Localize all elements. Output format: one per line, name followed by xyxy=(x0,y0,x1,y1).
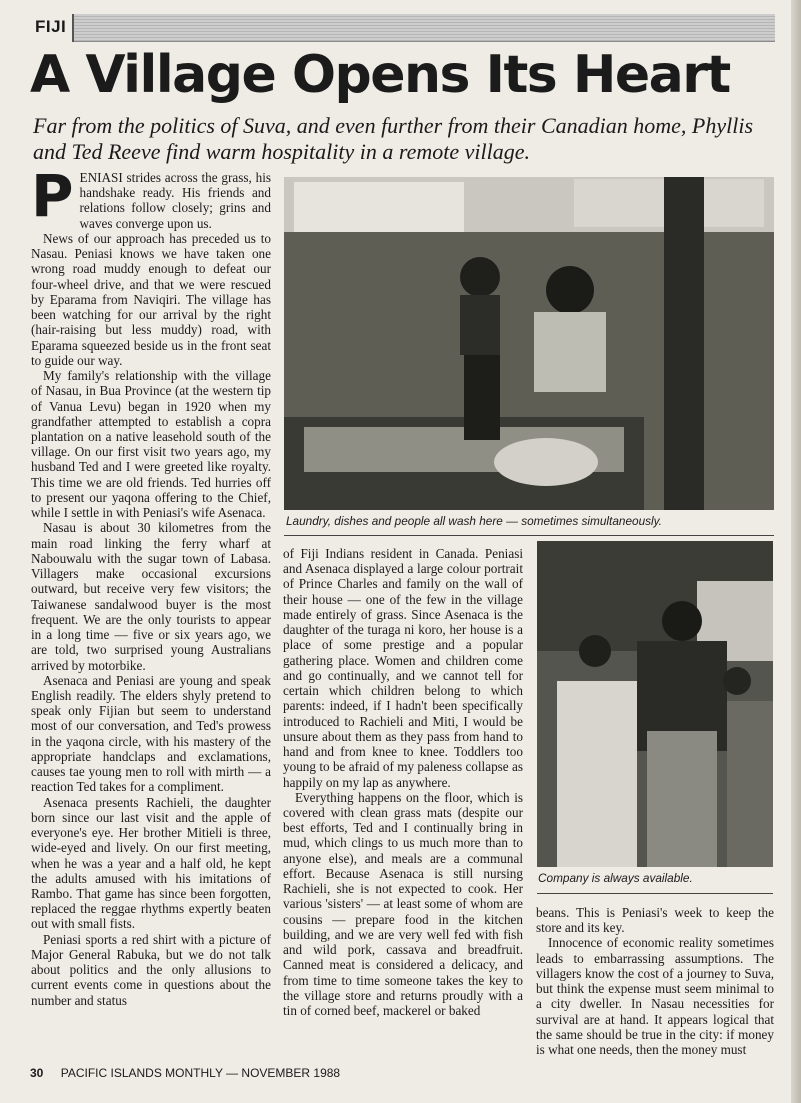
paragraph: Asenaca and Peniasi are young and speak English readily. The elders shyly pretend to speak only Fijian but seem to understand most of our conversation, and Ted's prowess in the yaqona circle, with his mastery of the appropriate handclaps and exclamations, causes tae young men to roll with mirth — a reaction Ted takes for a compliment. xyxy=(31,672,271,795)
paragraph: My family's relationship with the village of Nasau, in Bua Province (at the western tip of Vanua Levu) began in 1920 when my grandfather attempted to establish a copra plantation on a native leasehold south of the village. On our first visit two years ago, my husband Ted and I were greeted like royalty. This time we are old friends. Ted hurries off to present our yaqona offering to the Chief, while I settle in with Peniasi's wife Asenaca. xyxy=(31,368,271,521)
section-label: FIJI xyxy=(30,14,74,42)
photo-laundry xyxy=(284,177,774,510)
article-column-3 xyxy=(536,905,774,1057)
article-deck: Far from the politics of Suva, and even further from their Canadian home, Phyllis and Ted Reeve find warm hospitality in a remote village. xyxy=(33,113,754,165)
paragraph: of Fiji Indians resident in Canada. Peniasi and Asenaca displayed a large colour portrait of Prince Charles and family on the wall of their house — one of the few in the village made entirely of grass. Since Asenaca is the daughter of the turaga ni koro, her house is a place of some prestige and a popular gathering place. Women and children come and go continually, and we cannot tell for certain which children belong to which parents: indeed, if I hadn't been specifically introduced to Rachieli and Miti, I would be unsure about them as they pass from hand to hand and from knee to knee. Toddlers too young to be afraid of my paleness collapse as happily on my lap as anywhere. xyxy=(283,546,523,790)
photo-caption: Company is always available. xyxy=(538,871,693,885)
photo-company xyxy=(537,541,773,867)
page-number: 30 xyxy=(30,1066,44,1080)
paragraph: Peniasi sports a red shirt with a picture of Major General Rabuka, but we do not talk about politics and the only allusions to current events come in questions about the number and status xyxy=(31,931,271,1008)
caption-rule xyxy=(537,893,773,894)
laundry-photo-image xyxy=(284,177,774,510)
page-footer xyxy=(30,1066,340,1080)
paragraph: Nasau is about 30 kilometres from the main road linking the ferry wharf at Nabouwalu with the sugar town of Labasa. Villagers make occasional excursions outward, but receive very few visitors; the Taiwanese sandalwood buyer is the most frequent. We are the only tourists to appear in a long time — five or six years ago, we are told, two surprised young Australians arrived by motorbike. xyxy=(31,520,271,673)
photo-caption: Laundry, dishes and people all wash here — sometimes simultaneously. xyxy=(286,514,662,528)
article-column-2 xyxy=(283,546,523,1018)
page-edge xyxy=(791,0,801,1103)
drop-cap: P xyxy=(31,162,74,230)
section-header-bar xyxy=(30,14,775,42)
paragraph: Innocence of economic reality sometimes leads to embarrassing assumptions. The villagers know the cost of a journey to Suva, but think the expense must seem minimal to a city dweller. In Nasau necessities for survival are at hand. It appears logical that the same should be true in the city: if money is what one needs, then the money must xyxy=(536,935,774,1058)
headline: A Village Opens Its Heart xyxy=(30,45,730,105)
publication-line: PACIFIC ISLANDS MONTHLY — NOVEMBER 1988 xyxy=(60,1066,341,1080)
paragraph: News of our approach has preceded us to Nasau. Peniasi knows we have taken one wrong road muddy enough to defeat our four-wheel drive, and that we were rescued by Eparama from Naviqiri. The village has been watching for our arrival by the right (hair-raising but less muddy) road, with Eparama squeezed beside us in the front seat to guide our way. xyxy=(31,230,271,368)
article-column-1 xyxy=(31,162,271,1008)
caption-rule xyxy=(284,535,774,536)
paragraph: PENIASI strides across the grass, his handshake ready. His friends and relations follow closely; grins and waves converge upon us. xyxy=(31,162,271,231)
company-photo-image xyxy=(537,541,773,867)
paragraph: beans. This is Peniasi's week to keep the store and its key. xyxy=(536,905,774,936)
paragraph: Asenaca presents Rachieli, the daughter born since our last visit and the apple of everyone's eye. Her brother Mitieli is three, wide-eyed and lively. On our first meeting, when he was a year and a half old, he kept the adults amused with his imitations of Rambo. That game has since been forgotten, replaced the reggae rhythms expertly beaten out with small fists. xyxy=(31,794,271,932)
paragraph: Everything happens on the floor, which is covered with clean grass mats (despite our best efforts, Ted and I continually bring in mud, which clings to us much more than to anyone else), and meals are a communal effort. Because Asenaca is still nursing Rachieli, she is not expected to cook. Her various 'sisters' — at least some of whom are cousins — prepare food in the kitchen building, and we are very well fed with fish and wild pork, cassava and breadfruit. Canned meat is considered a delicacy, and from time to time someone takes the key to the village store and returns proudly with a tin of corned beef, mackerel or baked xyxy=(283,789,523,1019)
